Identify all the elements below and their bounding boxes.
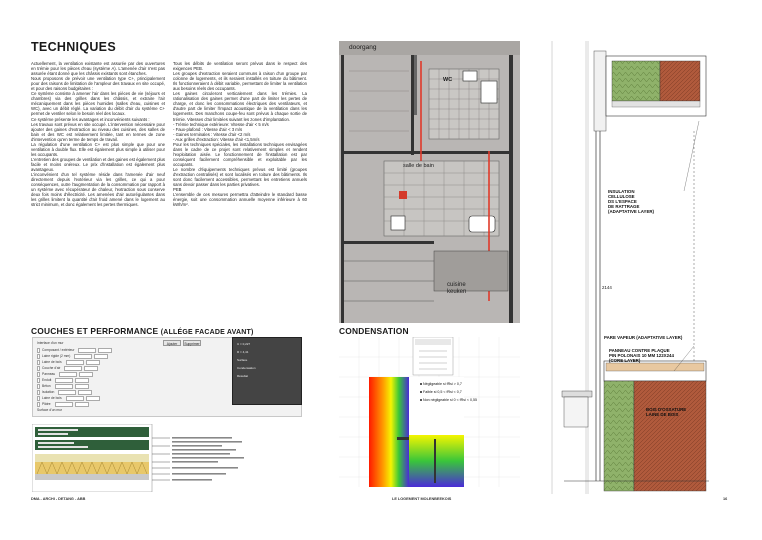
insulation-line-2: CELLULOSE bbox=[608, 194, 635, 199]
wood-line-3: LAINE DE BOIS bbox=[646, 412, 679, 417]
layer-lambda-field[interactable] bbox=[86, 360, 100, 365]
layer-checkbox[interactable] bbox=[37, 402, 40, 407]
col1-paragraph: La régulation d'une ventilation C+ est plus simple que pour une ventilation à double flux. Elle est également plus simple à utiliser pour les occupants. bbox=[31, 141, 165, 157]
layer-lambda-field[interactable] bbox=[79, 372, 93, 377]
condensation-title: CONDENSATION bbox=[339, 326, 409, 336]
layer-lambda-field[interactable] bbox=[84, 366, 98, 371]
panel-line-2: PIN POLONAIS 10 MM 122X244 bbox=[609, 353, 674, 358]
panel-line-3: (CORE LAYER) bbox=[609, 358, 641, 363]
layer-name: Laine de bois bbox=[42, 360, 62, 364]
layer-thickness-field[interactable] bbox=[55, 378, 73, 383]
layer-name: Laine rigide (2 mm) bbox=[42, 354, 71, 358]
col1-paragraph: Actuellement, la ventilation existante est assurée par des ouvertures en trémie pour les pièces d'eau (système A). L'amenée d'air n'est pas assurée étant donné que les châssis existants sont étanches. bbox=[31, 61, 165, 77]
layer-checkbox[interactable] bbox=[37, 384, 40, 389]
layer-thickness-field[interactable] bbox=[58, 390, 76, 395]
layer-checkbox[interactable] bbox=[37, 366, 40, 371]
result-panel bbox=[232, 337, 302, 405]
remove-layer-button[interactable]: Supprimer bbox=[184, 342, 200, 346]
footer-left: DMA - ARCHI - DETANG - ABB bbox=[31, 497, 86, 501]
plan-label-kitchen-nl: keuken bbox=[447, 289, 467, 295]
page-number: 16 bbox=[723, 497, 728, 501]
col2-paragraph: L'ensemble de ces mesures permettra d'atteindre le standard basse énergie, soit une consommation annuelle moyenne inférieure à 60 kWh/m². bbox=[173, 192, 307, 208]
text-column-2 bbox=[173, 61, 307, 323]
couches-title-sub: (ALLÉGE FACADE AVANT) bbox=[160, 329, 254, 336]
legend-item-2: Faible si 0,5 < fRsi < 0,7 bbox=[423, 390, 462, 394]
col1-paragraph: Nous proposons de prévoir une ventilation type C+, principalement pour des raisons de limitation de l'ampleur des travaux en site occupé, et pour des raisons budgétaires : bbox=[31, 76, 165, 92]
layer-name: Plâtre bbox=[42, 402, 51, 406]
layer-lambda-field[interactable] bbox=[75, 402, 89, 407]
layer-thickness-field[interactable] bbox=[55, 402, 73, 407]
col1-paragraph: Les travaux sont prévus en site occupé. L'intervention nécessaire pour ajouter des gaines d'extraction au niveau des cuisines, des salles de bain et des WC est relativement limitée, tant en termes de zone d'intervention qu'en terme de temps de travail. bbox=[31, 121, 165, 142]
layer-lambda-field[interactable] bbox=[78, 390, 92, 395]
result-line: R = 4,41 bbox=[237, 350, 249, 354]
col2-paragraph: Tous les débits de ventilation seront prévus dans le respect des exigences PEB. bbox=[173, 61, 307, 72]
layer-thickness-field[interactable] bbox=[64, 366, 82, 371]
col2-paragraph: - Faux-plafond : Vitesse d'air < 3 m/s bbox=[173, 126, 243, 132]
insulation-line-1: INSULATION bbox=[608, 189, 635, 194]
layer-checkbox[interactable] bbox=[37, 360, 40, 365]
col1-paragraph: L'inconvénient d'un tel système réside dans l'amenée d'air neuf directement depuis l'extérieur via les grilles, ce qui a pour conséquences, outre l'augmentation de la consommation par rapport à un système avec récupérateur de chaleur, l'extraction sous conserve deux fois moins d'électricité. Les amenées d'air autorégulantes dans les grilles limitent la quantité d'air froid amené dans le logement au strict minimum, et donc également les pertes thermiques. bbox=[31, 172, 165, 208]
layer-thickness-field[interactable] bbox=[55, 384, 73, 389]
col2-paragraph: Le nombre d'équipements techniques prévus est limité (groupes d'extraction centralisés) et sont localisés en toiture des bâtiments. Ils sont donc facilement accessibles, permettant les entretiens annuels sans devoir passer dans les parties privatives. bbox=[173, 166, 307, 188]
condensation-diagram bbox=[339, 337, 520, 487]
insulation-line-4: DE RATTRAGE bbox=[608, 204, 640, 209]
wood-line-1: BOIS D'OSSATURE bbox=[646, 407, 687, 412]
layer-checkbox[interactable] bbox=[37, 396, 40, 401]
detail-label-vapor: PARE VAPEUR (ADAPTATIVE LAYER) bbox=[604, 335, 683, 340]
floor-plan bbox=[339, 41, 520, 323]
layer-lambda-field[interactable] bbox=[98, 348, 112, 353]
layer-thickness-field[interactable] bbox=[74, 354, 92, 359]
add-layer-button[interactable]: Ajouter bbox=[163, 340, 181, 346]
page-title: TECHNIQUES bbox=[31, 40, 116, 54]
layer-thickness-field[interactable] bbox=[66, 396, 84, 401]
plan-label-bathroom: salle de bain bbox=[403, 163, 434, 169]
col1-paragraph: Ce système présente les avantages et inconvénients suivants : bbox=[31, 116, 150, 122]
layer-checkbox[interactable] bbox=[37, 354, 40, 359]
plan-label-kitchen bbox=[447, 282, 466, 296]
detail-dimension: 2144 bbox=[602, 285, 612, 290]
result-line: Condensation bbox=[237, 366, 256, 370]
plan-label-doorgang: doorgang bbox=[349, 44, 377, 51]
layer-checkbox[interactable] bbox=[37, 348, 40, 353]
layers-panel-footer: Surface d'un mur bbox=[37, 408, 63, 412]
insulation-line-5: (ADAPTATIVE LAYER) bbox=[608, 209, 655, 214]
layer-name: Couche d'air bbox=[42, 366, 61, 370]
result-line: Surface bbox=[237, 358, 248, 362]
couches-title-main: COUCHES ET PERFORMANCE bbox=[31, 326, 159, 336]
result-line: Résultat bbox=[237, 374, 249, 378]
footer-center: LE LOGEMENT MOLENBEEKOIS bbox=[392, 497, 452, 501]
floor-plan-drawing bbox=[339, 41, 520, 323]
wall-detail-drawing bbox=[534, 41, 734, 494]
insulation-line-3: DS L'ESPACE bbox=[608, 199, 637, 204]
layer-thickness-field[interactable] bbox=[66, 360, 84, 365]
col2-paragraph: - Aux grilles d'extraction: Vitesse d'air <1,5m/s bbox=[173, 136, 260, 142]
condensation-drawing bbox=[339, 337, 520, 487]
layer-name: Béton bbox=[42, 384, 51, 388]
col2-paragraph: Les groupes d'extraction seraient communs à raison d'un groupe par colonne de logements, et ils seraient installés en toiture du bâtiment. Ils fonctionneraient à débit variable, permettant de limiter la ventilation aux besoins réels des occupants. bbox=[173, 71, 307, 92]
col1-paragraph: Ce système consiste à amener l'air dans les pièces de vie (séjours et chambres) via des grilles dans les châssis, et extraire l'air mécaniquement dans les pièces humides (salles d'eau, cuisines et WC), avec un débit réglé. La variation du débit d'air du système C+ permet de ventiler selon le besoin réel des locaux. bbox=[31, 91, 165, 117]
layer-name: Composant / extérieur bbox=[42, 348, 75, 352]
legend-item-3: Non négligeable si 0 < fRsi < 0,55 bbox=[423, 398, 477, 402]
layer-checkbox[interactable] bbox=[37, 390, 40, 395]
layer-name: Panneau bbox=[42, 372, 56, 376]
condensation-legend bbox=[423, 380, 477, 404]
result-line: U = 0,227 bbox=[237, 342, 251, 346]
layer-checkbox[interactable] bbox=[37, 372, 40, 377]
layers-panel-header: Interface d'un mur bbox=[37, 341, 64, 345]
wall-detail-svg bbox=[534, 41, 734, 494]
thermal-section-image bbox=[32, 424, 302, 492]
layer-lambda-field[interactable] bbox=[86, 396, 100, 401]
layer-thickness-field[interactable] bbox=[59, 372, 77, 377]
layer-checkbox[interactable] bbox=[37, 378, 40, 383]
legend-item-1: Négligeable si fRsi > 0,7 bbox=[423, 382, 462, 386]
layer-lambda-field[interactable] bbox=[75, 384, 89, 389]
layer-thickness-field[interactable] bbox=[78, 348, 96, 353]
text-column-1 bbox=[31, 61, 165, 323]
col2-paragraph: Pour les techniques spéciales, les installations techniques envisagées dans le cadre de ce projet sont relativement simples et rendent l'exploitation aisée. Le fonctionnement de l'installation est par conséquent facilement compréhensible et exploitable par les occupants. bbox=[173, 141, 307, 167]
detail-label-insulation bbox=[608, 189, 654, 214]
plan-label-wc: WC bbox=[443, 77, 453, 83]
layer-name: Laine de bois bbox=[42, 396, 62, 400]
col1-paragraph: L'entretien des groupes de ventilation et des gaines est également plus facile et moins onéreux. Le prix d'installation est également plus avantageux. bbox=[31, 156, 165, 172]
col2-paragraph: Les gaines circuleront verticalement dans les trémies. La rationalisation des gaines permet d'une part de limiter les pertes de charge, et donc les consommations électriques des ventilateurs, et d'autre part de limiter l'impact acoustique de la ventilation dans les logements. Des manchons coupe-feu sont prévus à chaque sortie de trémie. Vitesses d'air limitées suivant les zones d'implantation. bbox=[173, 91, 307, 122]
detail-label-wood bbox=[646, 407, 686, 417]
col2-paragraph: - Trémie technique extérieure: Vitesse d'air < 5 m/s bbox=[173, 121, 269, 127]
col2-paragraph: PEB bbox=[173, 187, 182, 193]
layer-lambda-field[interactable] bbox=[75, 378, 89, 383]
panel-line-1: PANNEAU CONTRE PLAQUE bbox=[609, 348, 670, 353]
detail-label-panel bbox=[609, 348, 674, 363]
layer-name: Isolation bbox=[42, 390, 55, 394]
plan-label-kitchen-fr: cuisine bbox=[447, 282, 466, 288]
layer-name: Enduit bbox=[42, 378, 52, 382]
couches-title bbox=[31, 326, 254, 336]
layer-lambda-field[interactable] bbox=[94, 354, 108, 359]
col2-paragraph: - Gaines terminales : Vitesse d'air <2 m/s bbox=[173, 131, 251, 137]
